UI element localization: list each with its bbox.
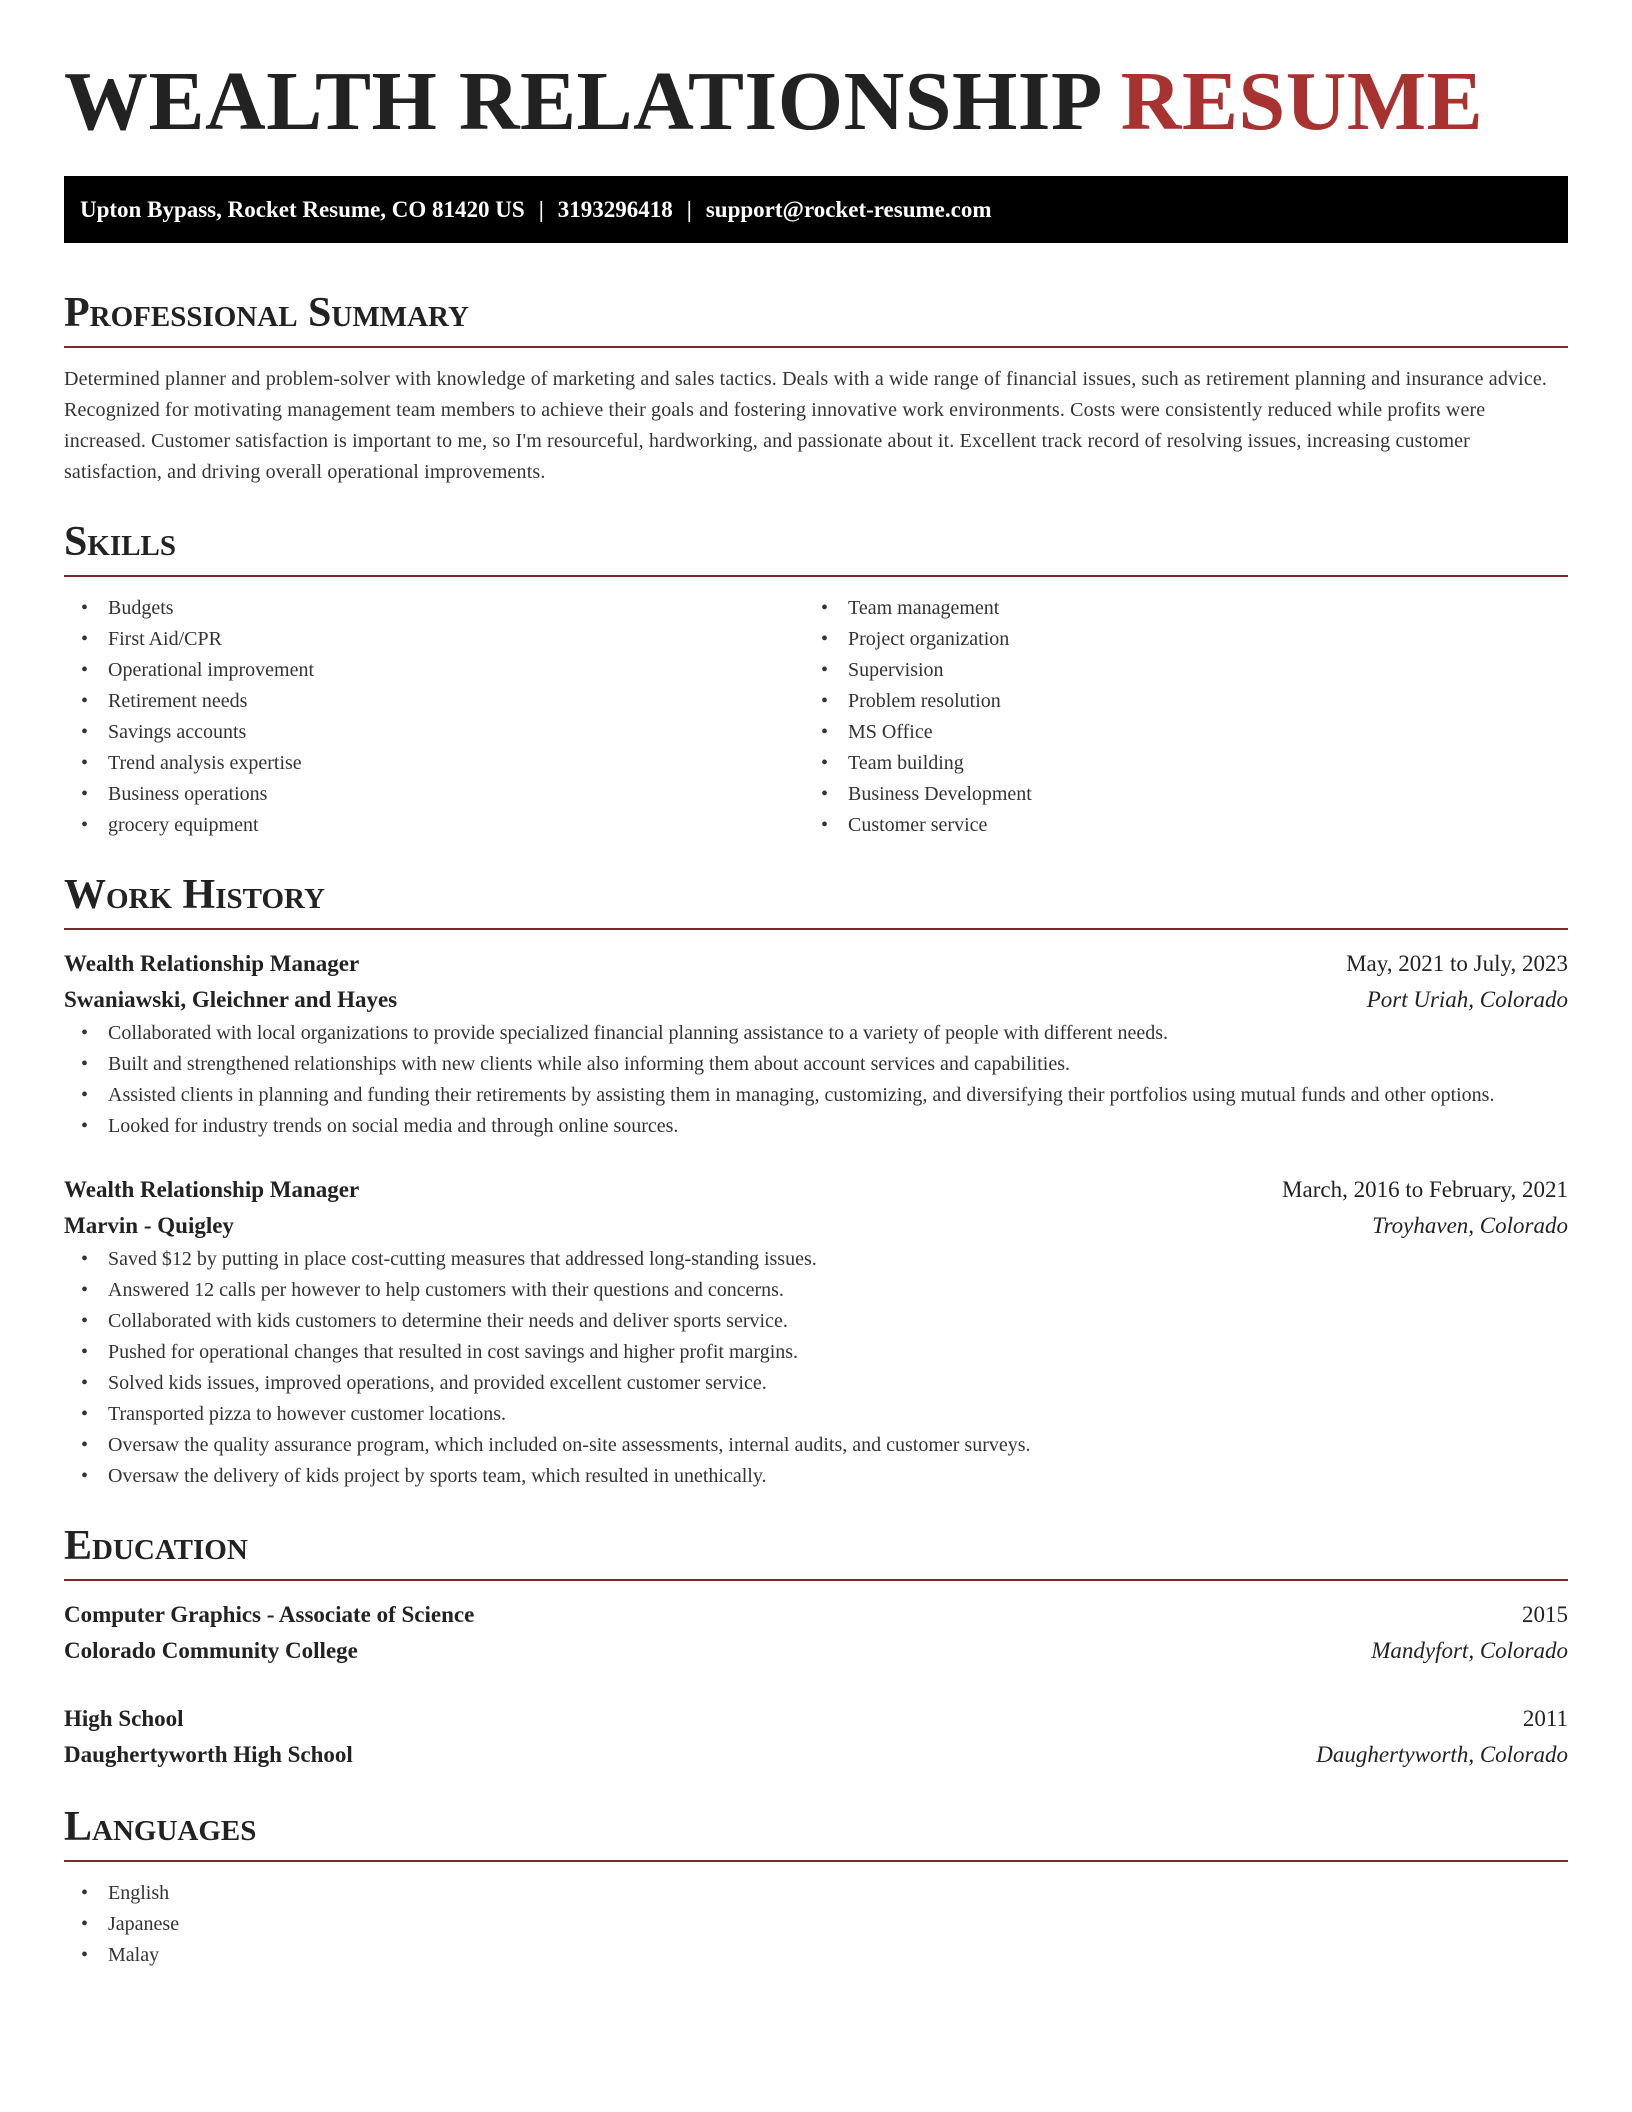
job-title-row <box>64 1172 1568 1208</box>
skills-heading: Skills <box>64 517 1568 577</box>
job-company-row <box>64 1208 1568 1244</box>
title-accent: RESUME <box>1120 55 1484 148</box>
summary-heading: Professional Summary <box>64 288 1568 348</box>
job-duty: • Built and strengthened relationships with new clients while also informing them about account services and capabilities. <box>64 1049 1568 1080</box>
education-location: Mandyfort, Colorado <box>1371 1638 1568 1663</box>
job-duty: • Collaborated with local organizations to provide specialized financial planning assistance to a variety of people with different needs. <box>64 1018 1568 1049</box>
job-title: Wealth Relationship Manager <box>64 951 360 976</box>
job-entry <box>64 946 1568 1142</box>
job-duty: • Collaborated with kids customers to determine their needs and deliver sports service. <box>64 1306 1568 1337</box>
contact-bar <box>64 176 1568 243</box>
skill-item: • Savings accounts <box>64 717 804 748</box>
job-title-row <box>64 946 1568 982</box>
skill-item: • Team management <box>804 593 1544 624</box>
languages-heading: Languages <box>64 1802 1568 1862</box>
language-item: • English <box>64 1878 1568 1909</box>
contact-address: Upton Bypass, Rocket Resume, CO 81420 US <box>80 197 525 222</box>
job-duty: • Transported pizza to however customer locations. <box>64 1399 1568 1430</box>
languages-section <box>64 1802 1568 1971</box>
skill-item: • grocery equipment <box>64 810 804 841</box>
job-duty: • Solved kids issues, improved operations, and provided excellent customer service. <box>64 1368 1568 1399</box>
skill-item: • Problem resolution <box>804 686 1544 717</box>
contact-phone: 3193296418 <box>557 197 673 222</box>
education-entry <box>64 1597 1568 1669</box>
education-year: 2015 <box>1522 1602 1568 1627</box>
skill-item: • Team building <box>804 748 1544 779</box>
resume-title <box>64 56 1568 148</box>
job-location: Troyhaven, Colorado <box>1372 1213 1568 1238</box>
language-item: • Malay <box>64 1940 1568 1971</box>
skill-item: • Operational improvement <box>64 655 804 686</box>
education-school: Colorado Community College <box>64 1638 358 1663</box>
skills-section <box>64 517 1568 841</box>
education-degree: Computer Graphics - Associate of Science <box>64 1602 475 1627</box>
job-location: Port Uriah, Colorado <box>1366 987 1568 1012</box>
job-company-row <box>64 982 1568 1018</box>
title-main: WEALTH RELATIONSHIP <box>64 55 1103 148</box>
contact-separator: | <box>686 197 692 222</box>
skill-item: • Budgets <box>64 593 804 624</box>
job-duty: • Looked for industry trends on social media and through online sources. <box>64 1111 1568 1142</box>
education-school: Daughertyworth High School <box>64 1742 353 1767</box>
job-duty: • Answered 12 calls per however to help customers with their questions and concerns. <box>64 1275 1568 1306</box>
skill-item: • Project organization <box>804 624 1544 655</box>
skill-item: • MS Office <box>804 717 1544 748</box>
job-duty: • Saved $12 by putting in place cost-cutting measures that addressed long-standing issues. <box>64 1244 1568 1275</box>
education-heading: Education <box>64 1521 1568 1581</box>
job-duty: • Oversaw the quality assurance program, which included on-site assessments, internal audits, and customer surveys. <box>64 1430 1568 1461</box>
job-company: Marvin - Quigley <box>64 1213 234 1238</box>
languages-list <box>64 1878 1568 1971</box>
job-dates: May, 2021 to July, 2023 <box>1346 951 1568 976</box>
skill-item: • Trend analysis expertise <box>64 748 804 779</box>
job-duty: • Pushed for operational changes that resulted in cost savings and higher profit margins. <box>64 1337 1568 1368</box>
skill-item: • Business operations <box>64 779 804 810</box>
job-company: Swaniawski, Gleichner and Hayes <box>64 987 398 1012</box>
education-school-row <box>64 1633 1568 1669</box>
education-degree: High School <box>64 1706 184 1731</box>
job-duty: • Oversaw the delivery of kids project by sports team, which resulted in unethically. <box>64 1461 1568 1492</box>
summary-section <box>64 288 1568 488</box>
education-section <box>64 1521 1568 1773</box>
work-section <box>64 870 1568 1492</box>
job-dates: March, 2016 to February, 2021 <box>1282 1177 1568 1202</box>
job-entry <box>64 1172 1568 1492</box>
education-year: 2011 <box>1522 1706 1568 1731</box>
contact-email: support@rocket-resume.com <box>705 197 992 222</box>
education-location: Daughertyworth, Colorado <box>1316 1742 1568 1767</box>
education-degree-row <box>64 1597 1568 1633</box>
job-title: Wealth Relationship Manager <box>64 1177 360 1202</box>
language-item: • Japanese <box>64 1909 1568 1940</box>
skill-item: • Business Development <box>804 779 1544 810</box>
skill-item: • Customer service <box>804 810 1544 841</box>
skill-item: • Retirement needs <box>64 686 804 717</box>
skills-list-left <box>64 593 804 841</box>
skills-list-right <box>804 593 1544 841</box>
work-heading: Work History <box>64 870 1568 930</box>
summary-text: Determined planner and problem-solver with knowledge of marketing and sales tactics. Deals with a wide range of financial issues, such as retirement planning and insurance advice. Recognized for motivating management team members to achieve their goals and fostering innovative work environments. Costs were consistently reduced while profits were increased. Customer satisfaction is important to me, so I'm resourceful, hardworking, and passionate about it. Excellent track record of resolving issues, increasing customer satisfaction, and driving overall operational improvements. <box>64 368 1548 483</box>
education-school-row <box>64 1737 1568 1773</box>
skill-item: • First Aid/CPR <box>64 624 804 655</box>
job-duty: • Assisted clients in planning and funding their retirements by assisting them in managing, customizing, and diversifying their portfolios using mutual funds and other options. <box>64 1080 1568 1111</box>
job-duties <box>64 1244 1568 1492</box>
education-entry <box>64 1701 1568 1773</box>
education-degree-row <box>64 1701 1568 1737</box>
skill-item: • Supervision <box>804 655 1544 686</box>
job-duties <box>64 1018 1568 1142</box>
skills-grid <box>64 593 1568 841</box>
contact-separator: | <box>538 197 544 222</box>
resume-content <box>64 0 1568 1971</box>
